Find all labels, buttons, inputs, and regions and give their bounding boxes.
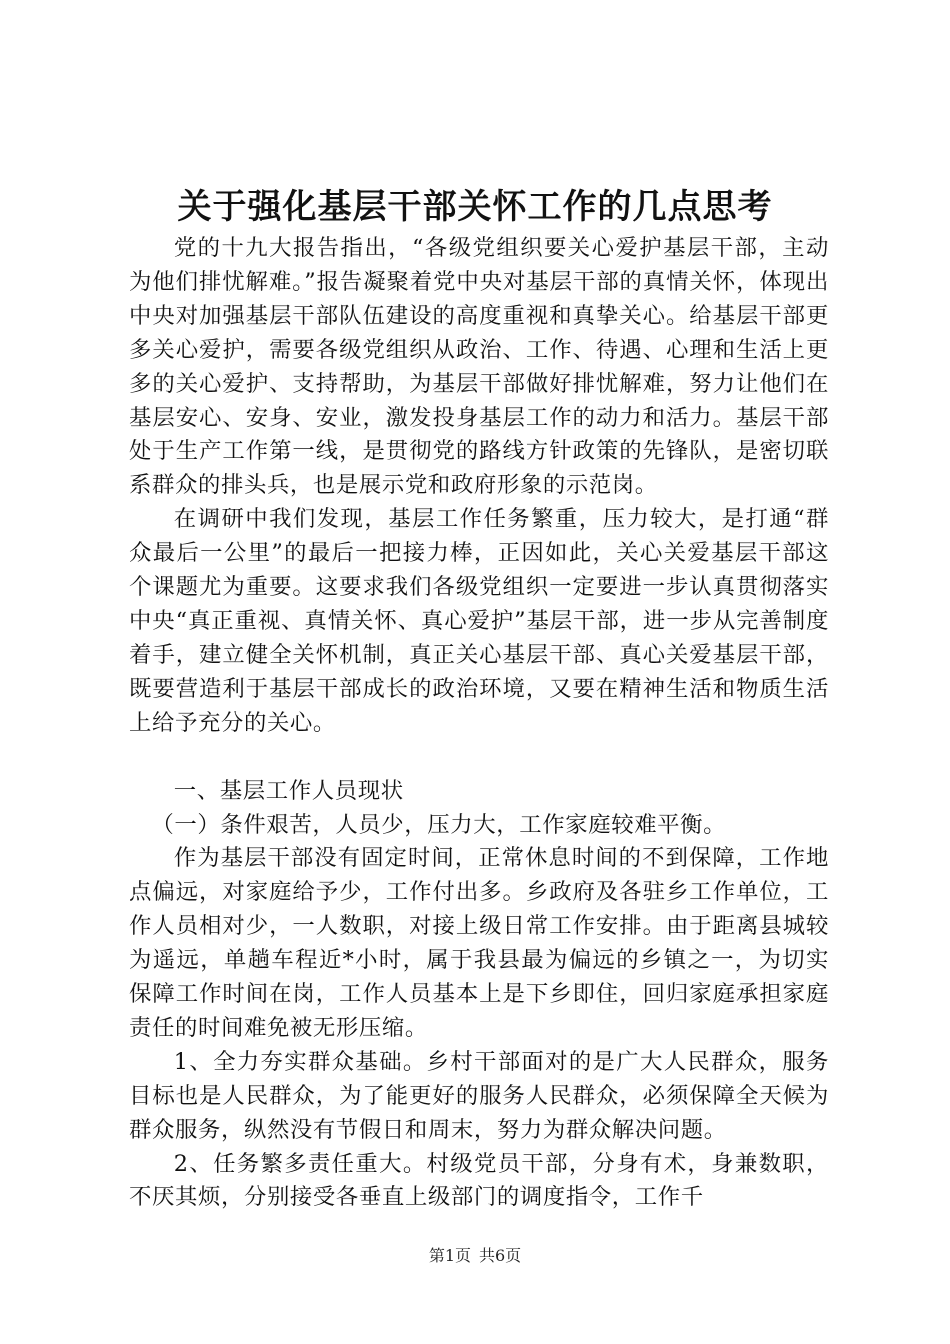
paragraph-point-1: 1、全力夯实群众基础。乡村干部面对的是广大人民群众，服务目标也是人民群众，为了能更好的服务人民群众，必须保障全天候为群众服务，纵然没有节假日和周末，努力为群众解决问题。 (129, 1048, 829, 1143)
document-title: 关于强化基层干部关怀工作的几点思考 (177, 187, 773, 227)
page-footer (0, 1245, 950, 1267)
section-heading-1: 一、基层工作人员现状 (173, 777, 404, 804)
subsection-heading-1: （一）条件艰苦，人员少，压力大，工作家庭较难平衡。 (151, 811, 727, 838)
paragraph-point-2: 2、任务繁多责任重大。村级党员干部，分身有术，身兼数职，不厌其烦，分别接受各垂直上级部门的调度指令，工作千 (129, 1150, 829, 1211)
document-body (129, 232, 829, 1215)
paragraph-conditions: 作为基层干部没有固定时间，正常休息时间的不到保障，工作地点偏远，对家庭给予少，工作付出多。乡政府及各驻乡工作单位，工作人员相对少，一人数职，对接上级日常工作安排。由于距离县城较为遥远，单趟车程近*小时，属于我县最为偏远的乡镇之一，为切实保障工作时间在岗，工作人员基本上是下乡即住，回归家庭承担家庭责任的时间难免被无形压缩。 (129, 845, 829, 1041)
paragraph-research: 在调研中我们发现，基层工作任务繁重，压力较大，是打通“群众最后一公里”的最后一把接力棒，正因如此，关心关爱基层干部这个课题尤为重要。这要求我们各级党组织一定要进一步认真贯彻落实中央“真正重视、真情关怀、真心爱护”基层干部，进一步从完善制度着手，建立健全关怀机制，真正关心基层干部、真心关爱基层干部，既要营造利于基层干部成长的政治环境，又要在精神生活和物质生活上给予充分的关心。 (129, 506, 829, 736)
page-total: 共6页 (479, 1246, 522, 1265)
page-number: 第1页 (428, 1246, 471, 1265)
paragraph-intro: 党的十九大报告指出，“各级党组织要关心爱护基层干部，主动为他们排忧解难。”报告凝聚着党中央对基层干部的真情关怀，体现出中央对加强基层干部队伍建设的高度重视和真挚关心。给基层干部更多关心爱护，需要各级党组织从政治、工作、待遇、心理和生活上更多的关心爱护、支持帮助，为基层干部做好排忧解难，努力让他们在基层安心、安身、安业，激发投身基层工作的动力和活力。基层干部处于生产工作第一线，是贯彻党的路线方针政策的先锋队，是密切联系群众的排头兵，也是展示党和政府形象的示范岗。 (129, 235, 829, 499)
